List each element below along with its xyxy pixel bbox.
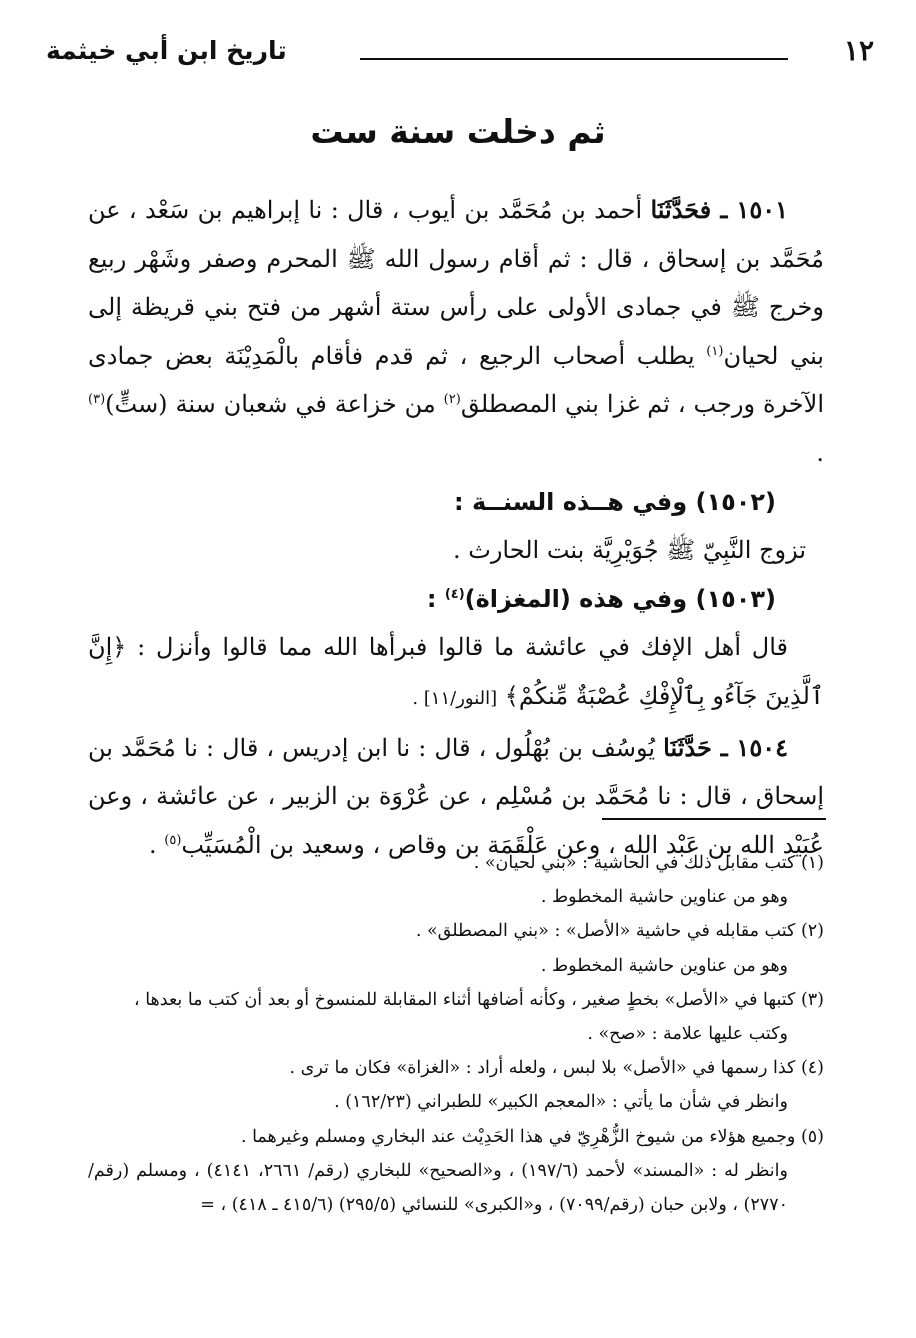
section-heading-text: (١٥٠٣) وفي هذه (المغزاة)	[464, 584, 776, 613]
footnote-3-continuation: وكتب عليها علامة : «صح» .	[587, 1024, 788, 1045]
footnotes	[88, 846, 824, 1222]
footnote-ref-1[interactable]: (١)	[706, 343, 724, 359]
header-rule	[360, 58, 788, 60]
hadith-1501	[88, 186, 824, 478]
section-heading-1502: (١٥٠٢) وفي هــذه السنــة :	[454, 487, 776, 516]
footnote-number: (٣)	[800, 989, 824, 1010]
footnote-number: (١)	[800, 853, 824, 873]
paragraph-1502: تزوج النَّبِيّ ﷺ جُوَيْرِيَّة بنت الحارث .	[452, 536, 806, 565]
heading-colon: :	[426, 584, 437, 613]
footnote-text: كتب مقابله في حاشية «الأصل» : «بني المصطلق» .	[415, 921, 796, 942]
hadith-text: يُوسُف بن بُهْلُول ، قال : نا ابن إدريس ، قال : نا مُحَمَّد بن إسحاق ، قال : نا مُحَمَّد بن مُسْلِم ، عن عُرْوَة بن الزبير ، عن عائشة ، وعن عُبَيْد الله بن عَبْد الله ، وعن عَلْقَمَة بن وقاص ، وسعيد بن الْمُسَيِّب	[88, 733, 824, 859]
chapter-title: ثم دخلت سنة ست	[310, 112, 606, 151]
footnote-1-continuation: وهو من عناوين حاشية المخطوط .	[540, 887, 788, 908]
footnote-ref-2[interactable]: (٢)	[443, 392, 461, 408]
hadith-text: أحمد بن مُحَمَّد بن أيوب ، قال : نا إبراهيم بن سَعْد ، عن مُحَمَّد بن إسحاق ، قال : ثم أقام رسول الله ﷺ المحرم وصفر وشَهْر ربيع وخرج ﷺ في جمادى الأولى على رأس ستة أشهر من فتح بني قريظة إلى بني لحيان	[88, 196, 824, 370]
footnote-number: (٤)	[800, 1058, 824, 1079]
footnote-1	[88, 846, 824, 880]
period: .	[816, 438, 824, 467]
footnote-4	[88, 1051, 824, 1085]
footnote-ref-4[interactable]: (٤)	[444, 586, 465, 602]
hadith-text: يطلب أصحاب الرجيع ، ثم قدم فأقام بالْمَدِيْنَة بعض جمادى الآخرة ورجب ، ثم غزا بني المصطلق	[88, 341, 824, 419]
footnote-2-continuation: وهو من عناوين حاشية المخطوط .	[540, 955, 788, 976]
footnote-5-continuation: وانظر له : «المسند» لأحمد (١٩٧/٦) ، و«الصحيح» للبخاري (رقم/ ٢٦٦١، ٤١٤١) ، ومسلم (رقم/ ٢٧٧٠) ، ولابن حبان (رقم/٧٠٩٩) ، و«الكبرى» للنسائي (٢٩٥/٥) (٤١٥/٦ ـ ٤١٨) ، =	[88, 1160, 788, 1216]
footnote-2	[88, 914, 824, 948]
footnote-text: كذا رسمها في «الأصل» بلا لبس ، ولعله أراد : «الغزاة» فكان ما ترى .	[289, 1058, 796, 1079]
footnote-ref-3[interactable]: (٣)	[88, 392, 106, 408]
footnote-number: (٢)	[800, 921, 824, 942]
footnote-number: (٥)	[800, 1126, 824, 1147]
footnote-separator	[602, 818, 826, 820]
hadith-text: من خزاعة في شعبان سنة (ستٍّ)	[105, 390, 436, 419]
section-heading-1503	[88, 575, 824, 624]
footnote-4-continuation: وانظر في شأن ما يأتي : «المعجم الكبير» للطبراني (١٦٢/٢٣) .	[334, 1092, 788, 1113]
footnote-text: كتبها في «الأصل» بخطٍ صغير ، وكأنه أضافها أثناء المقابلة للمنسوخ أو بعد أن كتب ما بعدها ،	[134, 989, 796, 1010]
footnote-3	[88, 983, 824, 1017]
paragraph-text: قال أهل الإفك في عائشة ما قالوا فبرأها الله مما قالوا وأنزل : ﴿إِنَّ ٱلَّذِينَ جَآءُو بِٱلْإِفْكِ عُصْبَةٌ مِّنكُمْ﴾	[88, 633, 824, 710]
hadith-number-heading: ١٥٠٤ ـ حَدَّثَنَا	[663, 732, 788, 762]
running-title: تاريخ ابن أبي خيثمة	[46, 36, 287, 65]
quran-reference: [النور/١١] .	[412, 687, 498, 709]
footnote-text: كتب مقابل ذلك في الحاشية : «بني لحيان» .	[473, 853, 796, 873]
page-header	[40, 28, 874, 76]
page-number: ١٢	[843, 34, 874, 67]
footnote-ref-5[interactable]: (٥)	[164, 832, 182, 848]
hadith-number-heading: ١٥٠١ ـ فحَدَّثَنَا	[650, 195, 788, 224]
footnote-5	[88, 1120, 824, 1154]
paragraph-1503	[88, 623, 824, 723]
main-text	[88, 186, 824, 869]
footnote-text: وجميع هؤلاء من شيوخ الزُّهْرِيّ في هذا الحَدِيْث عند البخاري ومسلم وغيرهما .	[240, 1126, 796, 1147]
period: .	[149, 830, 157, 859]
